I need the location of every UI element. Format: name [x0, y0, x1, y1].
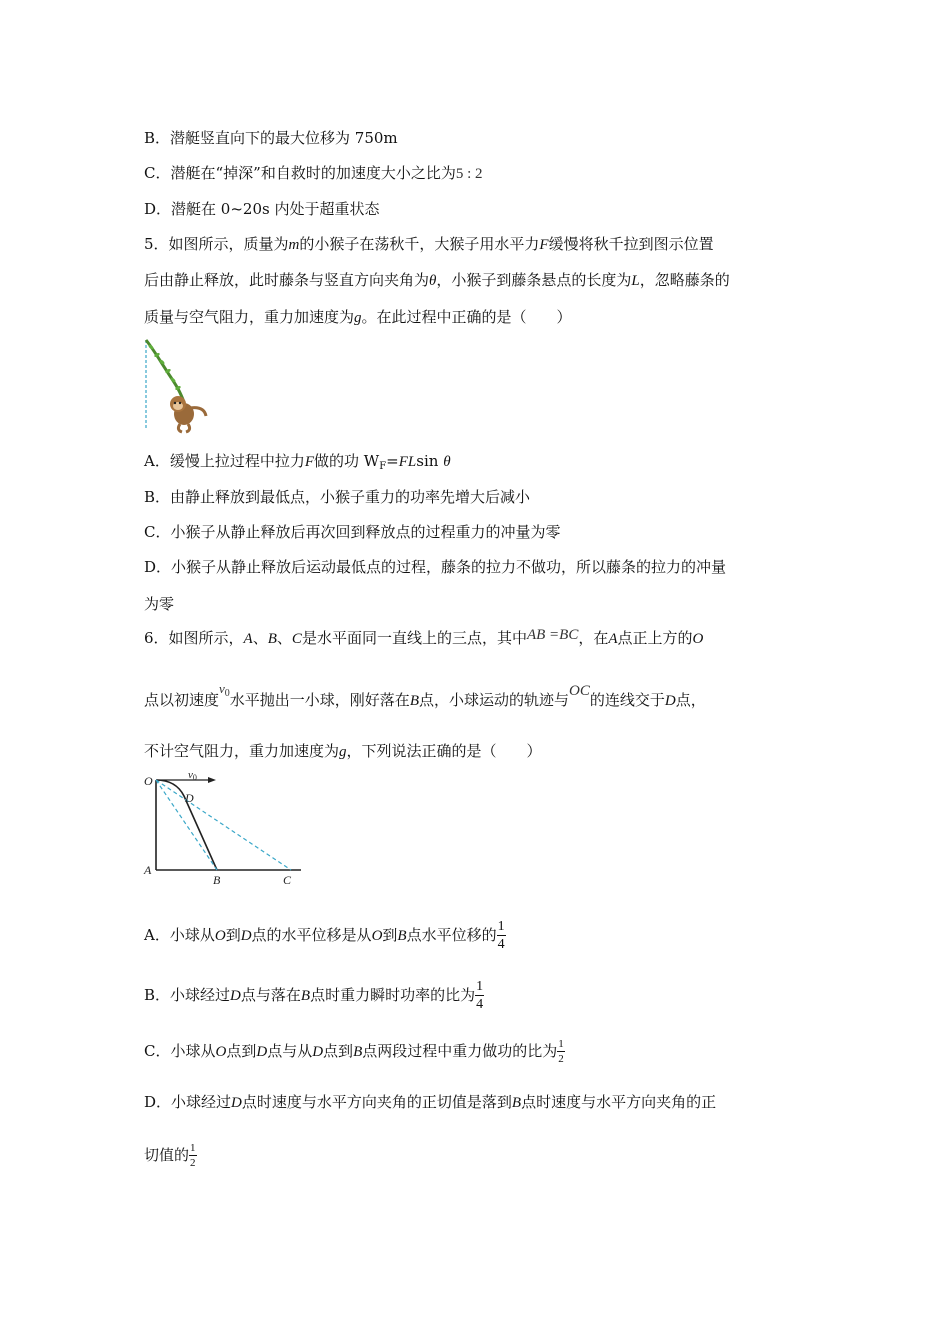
q5-stem-text: 后由静止释放，此时藤条与竖直方向夹角为	[144, 271, 430, 289]
q6-option-d-line-1	[144, 1092, 716, 1113]
q6-stem-text: ，在	[578, 629, 609, 647]
q6-option-b	[144, 980, 484, 1012]
q6-option-a	[144, 920, 506, 952]
q6-option-text: 点时速度与水平方向夹角的正切值是落到	[241, 1093, 512, 1111]
q6-option-d-line-2	[144, 1142, 197, 1169]
q4-option-d: D．潜艇在 0~20s 内处于超重状态	[144, 200, 380, 218]
label-b: B	[213, 873, 221, 887]
q6-var-b: B	[397, 928, 407, 944]
label-a: A	[144, 863, 152, 877]
q6-var-d: D	[664, 693, 676, 709]
q5-var-f: F	[304, 454, 315, 470]
q6-stem-text: 、	[252, 629, 268, 647]
dashed-line-oc	[156, 780, 291, 870]
projectile-figure	[140, 768, 310, 888]
q6-option-text: 点两段过程中重力做功的比为	[362, 1042, 558, 1060]
q6-option-text: 到	[225, 926, 241, 944]
q5-option-a-text: 做的功 W	[314, 452, 380, 470]
q6-option-text: D．小球经过	[144, 1093, 232, 1111]
q6-stem-text: 点正上方的	[617, 629, 693, 647]
q6-stem-text: 点以初速度	[144, 691, 220, 709]
q4-option-b: B．潜艇竖直向下的最大位移为 750m	[144, 129, 398, 147]
q6-stem-line-2	[144, 681, 706, 716]
q6-option-a-fraction: $\frac{1}{4}$	[497, 919, 505, 952]
q5-stem-line-3	[144, 307, 572, 328]
q4-option-c-text: C．潜艇在“掉深”和自救时的加速度大小之比为	[144, 164, 456, 182]
q6-option-c-fraction: $\frac{1}{2}$	[558, 1038, 564, 1065]
q6-var-b: B	[300, 988, 311, 1004]
q6-stem-line-3	[144, 741, 542, 762]
q6-oc: OC	[569, 683, 590, 699]
q6-var-o: O	[215, 1044, 227, 1060]
q6-var-d: D	[312, 1044, 324, 1060]
q6-var-b: B	[511, 1095, 522, 1111]
q6-var-a: A	[243, 631, 253, 647]
q6-stem-line-1	[144, 628, 703, 649]
label-c: C	[283, 873, 292, 887]
q6-var-o: O	[692, 631, 704, 647]
q5-option-a-text: =	[386, 452, 399, 470]
label-d: D	[185, 791, 194, 805]
q6-stem-text: 6．如图所示，	[144, 629, 244, 647]
q6-stem-text: 不计空气阻力，重力加速度为	[144, 742, 340, 760]
q6-var-o: O	[371, 928, 383, 944]
q6-stem-text: ，下列说法正确的是（ ）	[346, 742, 542, 760]
q6-stem-text: 、	[276, 629, 292, 647]
q6-var-b: B	[353, 1044, 363, 1060]
q5-stem-text: ，忽略藤条的	[639, 271, 730, 289]
q6-var-d: D	[230, 988, 241, 1004]
q6-option-text: 点的水平位移是从	[251, 926, 372, 944]
q6-var-b: B	[267, 631, 277, 647]
q5-stem-text: 质量与空气阻力，重力加速度为	[144, 308, 355, 326]
q5-var-g: g	[354, 310, 362, 326]
q6-var-d: D	[240, 928, 252, 944]
q5-subscript-f: F	[379, 461, 387, 472]
q6-stem-text: 点，小球运动的轨迹与	[418, 691, 569, 709]
q6-stem-text: 的连线交于	[589, 691, 665, 709]
q5-option-b: B．由静止释放到最低点，小猴子重力的功率先增大后减小	[144, 488, 531, 506]
label-o: O	[144, 774, 153, 788]
q6-option-text: A．小球从	[144, 926, 215, 944]
q6-var-d: D	[256, 1044, 268, 1060]
q4-option-c	[144, 163, 483, 184]
q5-var-m: m	[288, 237, 300, 253]
q5-option-a-text: A．缓慢上拉过程中拉力	[144, 452, 305, 470]
q5-var-theta: θ	[429, 273, 437, 289]
q6-option-d-fraction: $\frac{1}{2}$	[190, 1142, 196, 1169]
q6-option-text: 点与从	[267, 1042, 313, 1060]
q6-var-d: D	[231, 1095, 242, 1111]
q6-ab-equals-bc: AB =BC	[526, 627, 579, 643]
q5-var-l: L	[631, 273, 640, 289]
arrow-head-icon	[208, 777, 216, 783]
q6-var-c: C	[291, 631, 302, 647]
q5-stem-line-1	[144, 234, 714, 255]
q5-stem-text: 的小猴子在荡秋千，大猴子用水平力	[299, 235, 540, 253]
q5-var-f: F	[539, 237, 549, 253]
q5-option-d-line-2: 为零	[144, 595, 175, 613]
q5-option-a	[144, 451, 451, 477]
q6-option-text: 点到	[226, 1042, 257, 1060]
q6-var-a: A	[608, 631, 618, 647]
q5-option-c: C．小猴子从静止释放后再次回到释放点的过程重力的冲量为零	[144, 523, 561, 541]
q6-var-o: O	[214, 928, 226, 944]
q5-var-theta: θ	[443, 454, 451, 470]
q5-stem-text: 5．如图所示，质量为	[144, 235, 289, 253]
q6-option-text: 点时重力瞬时功率的比为	[310, 986, 476, 1004]
q6-stem-text: 是水平面同一直线上的三点，其中	[301, 629, 527, 647]
q6-option-text: 点水平位移的	[406, 926, 497, 944]
q6-option-text: 点到	[323, 1042, 354, 1060]
q5-stem-text: 缓慢将秋千拉到图示位置	[548, 235, 714, 253]
q6-option-text: 点时速度与水平方向夹角的正	[521, 1093, 717, 1111]
q6-option-text: B．小球经过	[144, 986, 231, 1004]
q6-option-b-fraction: $\frac{1}{4}$	[476, 979, 484, 1012]
q5-stem-text: 。在此过程中正确的是（ ）	[361, 308, 572, 326]
q6-option-text: 切值的	[144, 1146, 190, 1164]
q6-v0: $v_0$	[219, 681, 230, 699]
q5-option-d-line-1: D．小猴子从静止释放后运动最低点的过程，藤条的拉力不做功，所以藤条的拉力的冲量	[144, 558, 727, 576]
monkey	[170, 396, 206, 432]
q6-stem-text: 点，	[675, 691, 706, 709]
q6-option-text: 点与落在	[240, 986, 301, 1004]
q5-stem-text: ，小猴子到藤条悬点的长度为	[436, 271, 632, 289]
q6-stem-text: 水平抛出一小球，刚好落在	[229, 691, 410, 709]
vine	[146, 340, 184, 402]
q6-option-text: C．小球从	[144, 1042, 216, 1060]
q6-var-g: g	[339, 744, 347, 760]
monkey-swing-figure	[140, 338, 220, 434]
q5-option-a-text: sin	[416, 452, 444, 470]
q5-var-fl: FL	[398, 454, 417, 470]
q5-stem-line-2	[144, 270, 730, 291]
label-v0: v0	[188, 769, 197, 782]
q6-option-c	[144, 1038, 565, 1065]
q4-option-c-ratio: 5 : 2	[455, 166, 483, 182]
q6-var-b: B	[409, 693, 419, 709]
q6-option-text: 到	[382, 926, 398, 944]
